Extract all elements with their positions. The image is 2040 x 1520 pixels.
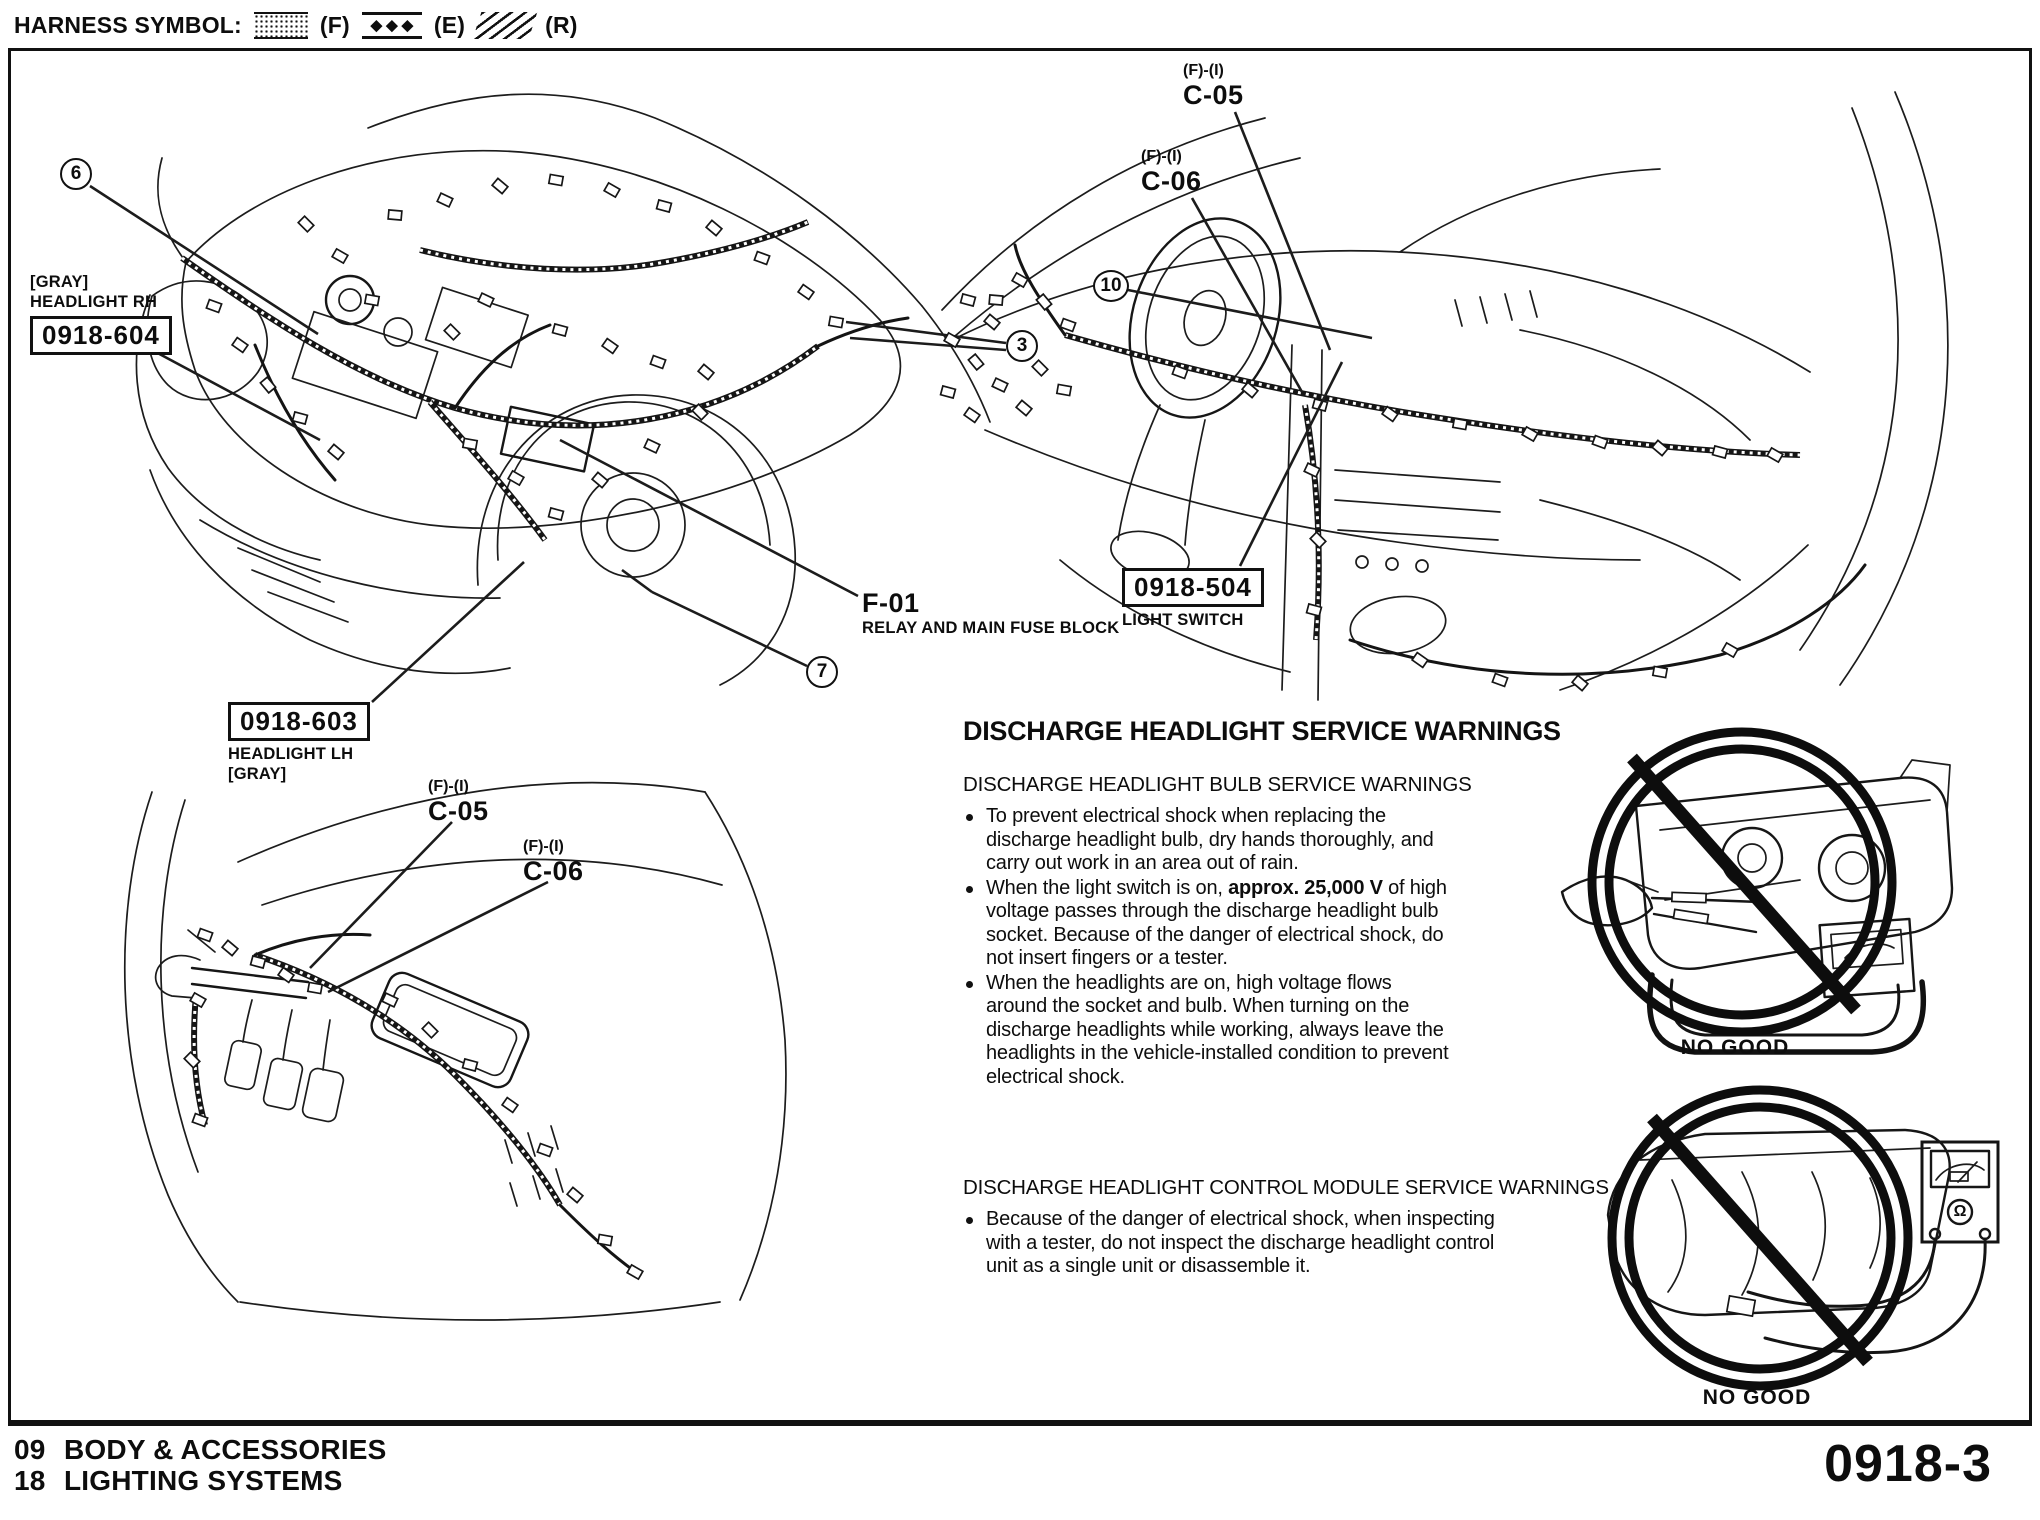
fuse-block-name: RELAY AND MAIN FUSE BLOCK (862, 619, 1120, 637)
footwell-c05-connector-code: C-05 (428, 796, 489, 826)
callout-10-number: 10 (1100, 275, 1122, 296)
bulb-warnings-list (963, 805, 1563, 1089)
dashboard-c06-harness-code: (F)-(I) (1141, 148, 1182, 165)
bulb-warning-text-2-bold: approx. 25,000 V (1228, 876, 1383, 899)
warnings-title: DISCHARGE HEADLIGHT SERVICE WARNINGS (963, 716, 1561, 746)
front-harness-label: (F) (319, 12, 350, 38)
footer-section-1-title: BODY & ACCESSORIES (64, 1434, 387, 1465)
footer-section-2-title: LIGHTING SYSTEMS (64, 1465, 343, 1496)
module-warnings-heading: DISCHARGE HEADLIGHT CONTROL MODULE SERVICE WARNINGS (963, 1176, 1609, 1199)
dashboard-c06-connector-code: C-06 (1141, 166, 1202, 196)
headlight-lh-color-note: [GRAY] (228, 765, 287, 783)
bulb-warnings-heading: DISCHARGE HEADLIGHT BULB SERVICE WARNINGS (963, 773, 1472, 796)
headlight-rh-label (30, 272, 172, 355)
light-switch-part-number: 0918-504 (1122, 568, 1264, 607)
dashboard-connector-c05-label (1183, 62, 1244, 110)
footer-section-2 (14, 1465, 387, 1496)
footer-section-2-number: 18 (14, 1465, 46, 1496)
no-good-bulb-illustration (1562, 732, 1952, 1052)
footwell-connector-c06-label (523, 838, 584, 886)
light-switch-name: LIGHT SWITCH (1122, 611, 1244, 629)
bulb-warning-text-2-post: of high voltage passes through the discharge headlight bulb socket. Because of the danger of electrical shock, do not insert fingers or a tester. (986, 876, 1447, 969)
bulb-warning-text-3: When the headlights are on, high voltage flows around the socket and bulb. When turning on the discharge headlights while working, always leave the headlights in the vehicle-installed condition to prevent electrical shock. (986, 971, 1449, 1088)
footer-section-titles (14, 1434, 387, 1496)
no-good-module-caption: NO GOOD (1702, 1386, 1812, 1409)
fuse-block-label (862, 588, 1119, 638)
harness-symbol-label: HARNESS SYMBOL: (14, 12, 242, 38)
bulb-warning-item-2 (963, 877, 1455, 971)
footwell-diagram (125, 783, 786, 1320)
footwell-connectors (184, 929, 643, 1280)
ohmmeter-symbol: Ω (1953, 1203, 1967, 1220)
rear-harness-label: (R) (545, 12, 578, 38)
engine-harness-pattern-icon: ◆◆◆ (362, 12, 422, 39)
dashboard-c05-harness-code: (F)-(I) (1183, 62, 1224, 79)
footwell-c05-harness-code: (F)-(I) (428, 778, 469, 795)
engine-harness-label: (E) (433, 12, 466, 38)
bulb-warning-text-2-pre: When the light switch is on, (986, 876, 1229, 899)
headlight-lh-name: HEADLIGHT LH (228, 745, 354, 763)
module-warning-text-1: Because of the danger of electrical shock, when inspecting with a tester, do not inspect the discharge headlight control unit as a single unit or disassemble it. (986, 1208, 1495, 1277)
footer-section-1 (14, 1434, 387, 1465)
bulb-warning-item-3 (963, 972, 1455, 1090)
footwell-connector-c05-label (428, 778, 489, 826)
callout-3 (1006, 330, 1038, 362)
no-good-module-illustration (1608, 1090, 1998, 1386)
headlight-lh-part-number: 0918-603 (228, 702, 370, 741)
callout-6-number: 6 (70, 163, 82, 184)
no-good-bulb-caption: NO GOOD (1680, 1036, 1790, 1059)
bulb-warnings-section (963, 716, 1563, 1090)
callout-10 (1093, 270, 1129, 302)
dashboard-c05-connector-code: C-05 (1183, 80, 1244, 110)
module-warnings-list (963, 1208, 1643, 1279)
dashboard-connector-c06-label (1141, 148, 1202, 196)
bulb-warning-text-2 (986, 877, 1455, 971)
headlight-rh-part-number: 0918-604 (30, 316, 172, 355)
headlight-lh-label (228, 702, 370, 784)
module-warning-item-1 (963, 1208, 1503, 1279)
callout-6 (60, 158, 92, 190)
bulb-warning-item-1 (963, 805, 1455, 876)
footer-section-1-number: 09 (14, 1434, 46, 1465)
callout-7 (806, 656, 838, 688)
bulb-warning-text-1: To prevent electrical shock when replacing the discharge headlight bulb, dry hands thoroughly, and carry out work in an area out of rain. (986, 805, 1434, 874)
fuse-block-code: F-01 (862, 588, 920, 618)
page-number: 0918-3 (1824, 1435, 1992, 1493)
callout-7-number: 7 (816, 661, 828, 682)
module-warnings-section (963, 1176, 1643, 1280)
footwell-c06-harness-code: (F)-(I) (523, 838, 564, 855)
headlight-rh-name: HEADLIGHT RH (30, 293, 158, 311)
callout-3-number: 3 (1016, 335, 1028, 356)
footwell-leaders (310, 822, 548, 992)
footwell-c06-connector-code: C-06 (523, 856, 584, 886)
light-switch-label (1122, 568, 1264, 630)
headlight-rh-color-note: [GRAY] (30, 273, 89, 291)
